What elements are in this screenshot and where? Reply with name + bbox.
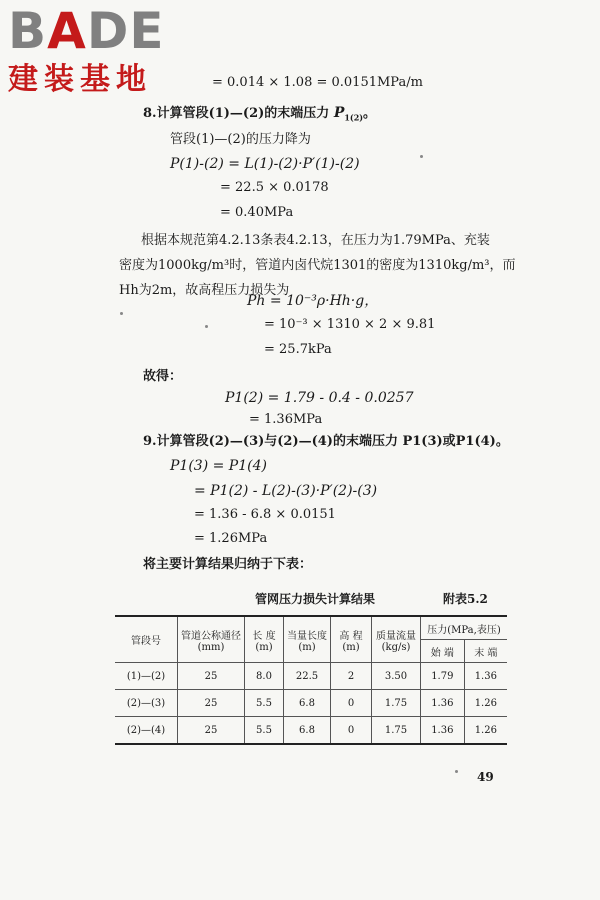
header-flow: 质量流量 (kg/s): [372, 616, 421, 663]
scan-speck: [120, 312, 123, 315]
cell-end-pressure: 1.36: [464, 663, 507, 690]
formula-line: P(1)-(2) = L(1)-(2)·P′(1)-(2): [170, 156, 360, 172]
scan-speck: [420, 155, 423, 158]
cell-diameter: 25: [178, 663, 245, 690]
cell-segment: (1)—(2): [115, 663, 178, 690]
formula-line: P1(3) = P1(4): [170, 458, 267, 474]
logo-subtitle: 建装基地: [8, 62, 152, 97]
formula-line: = 0.40MPa: [220, 205, 294, 220]
formula-line: P1(2) = 1.79 - 0.4 - 0.0257: [225, 390, 414, 406]
formula-line: = 0.014 × 1.08 = 0.0151MPa/m: [212, 75, 423, 90]
formula-line: = 22.5 × 0.0178: [220, 180, 329, 195]
header-segment: 管段号: [115, 616, 178, 663]
logo-wordmark: BADE: [8, 2, 165, 60]
table-number: 附表5.2: [443, 592, 488, 606]
formula-line: = 1.36MPa: [249, 412, 323, 427]
cell-elevation: 0: [331, 690, 372, 717]
cell-start-pressure: 1.36: [421, 717, 465, 745]
cell-flow: 3.50: [372, 663, 421, 690]
cell-diameter: 25: [178, 690, 245, 717]
cell-length: 5.5: [245, 690, 284, 717]
summary-line: 将主要计算结果归纳于下表：: [143, 557, 313, 572]
cell-length: 5.5: [245, 717, 284, 745]
formula-line: = 25.7kPa: [264, 342, 332, 357]
brand-logo: [8, 2, 165, 98]
formula-line: = 10⁻³ × 1310 × 2 × 9.81: [264, 317, 436, 332]
paragraph-line: 根据本规范第4.2.13条表4.2.13，在压力为1.79MPa、充装: [141, 233, 490, 248]
cell-equiv-length: 22.5: [284, 663, 331, 690]
text-line: 管段(1)—(2)的压力降为: [170, 132, 311, 147]
cell-start-pressure: 1.36: [421, 690, 465, 717]
formula-line: = 1.26MPa: [194, 531, 268, 546]
formula-line: = P1(2) - L(2)-(3)·P′(2)-(3): [194, 483, 378, 499]
header-length: 长 度 (m): [245, 616, 284, 663]
cell-diameter: 25: [178, 717, 245, 745]
cell-end-pressure: 1.26: [464, 690, 507, 717]
step-9-heading: 9.计算管段(2)—(3)与(2)—(4)的末端压力 P1(3)或P1(4)。: [143, 434, 509, 449]
header-elevation: 高 程 (m): [331, 616, 372, 663]
formula-line: = 1.36 - 6.8 × 0.0151: [194, 507, 336, 522]
cell-elevation: 2: [331, 663, 372, 690]
header-pressure: 压力(MPa,表压): [421, 616, 508, 640]
page-number: 49: [477, 770, 494, 784]
formula-line: Ph = 10⁻³ρ·Hh·g，: [247, 293, 379, 309]
cell-length: 8.0: [245, 663, 284, 690]
cell-elevation: 0: [331, 717, 372, 745]
cell-start-pressure: 1.79: [421, 663, 465, 690]
cell-equiv-length: 6.8: [284, 690, 331, 717]
cell-flow: 1.75: [372, 690, 421, 717]
paragraph-line: 密度为1000kg/m³时，管道内卤代烷1301的密度为1310kg/m³，而: [119, 258, 516, 273]
pressure-loss-table: [115, 615, 507, 745]
scan-speck: [205, 325, 208, 328]
scan-speck: [455, 770, 458, 773]
cell-segment: (2)—(3): [115, 690, 178, 717]
cell-equiv-length: 6.8: [284, 717, 331, 745]
header-start: 始 端: [421, 640, 465, 663]
cell-flow: 1.75: [372, 717, 421, 745]
text-line: 故得：: [143, 369, 183, 384]
header-equiv-length: 当量长度 (m): [284, 616, 331, 663]
cell-segment: (2)—(4): [115, 717, 178, 745]
step-8-heading: 8.计算管段(1)—(2)的末端压力 $P_{1(2)}$。: [143, 105, 377, 123]
table-row: [115, 717, 507, 745]
header-diameter: 管道公称通径 (mm): [178, 616, 245, 663]
table-row: [115, 663, 507, 690]
cell-end-pressure: 1.26: [464, 717, 507, 745]
table-row: [115, 690, 507, 717]
table-title: 管网压力损失计算结果: [255, 592, 376, 606]
paragraph-line: Hh为2m，故高程压力损失为: [119, 283, 290, 298]
header-end: 末 端: [464, 640, 507, 663]
